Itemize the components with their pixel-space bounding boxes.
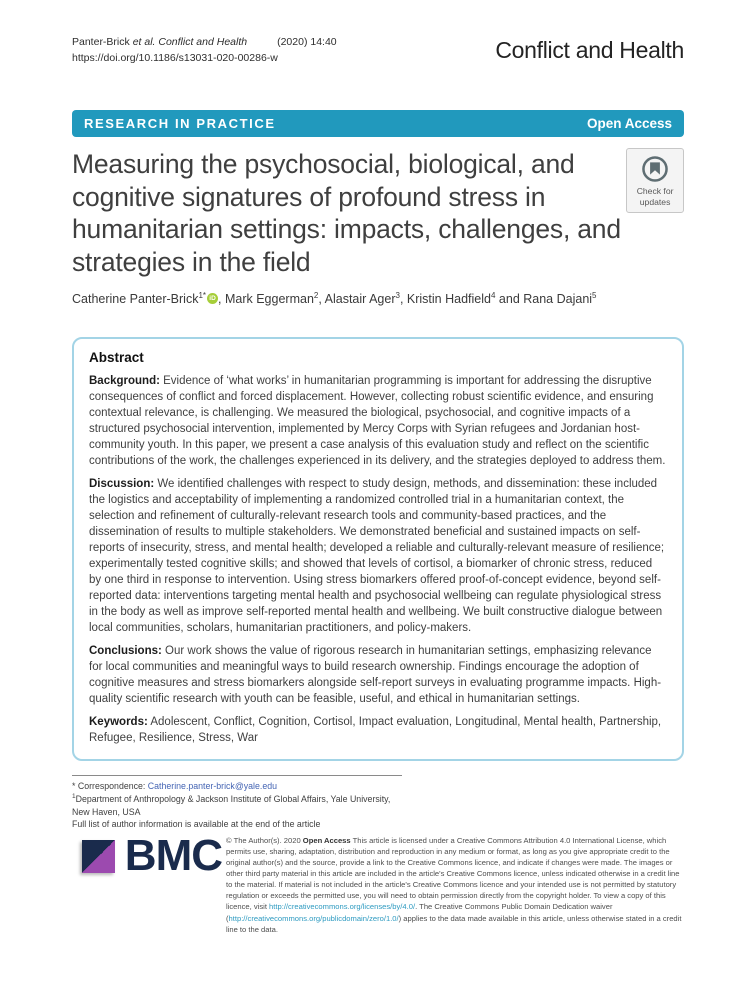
abstract-heading: Abstract [89,350,144,365]
author-name: Catherine Panter-Brick [72,292,199,306]
article-type-banner [72,110,684,137]
author-separator: and [495,292,524,306]
check-updates-badge[interactable] [626,148,684,213]
footnote-divider [72,775,402,776]
bmc-logo-text: BMC [124,831,222,880]
title-row [72,148,684,278]
author-separator: , [399,292,407,306]
background-label: Background: [89,375,160,387]
author-affiliation-marker: 2 [313,290,319,300]
affiliation-marker: 1 [72,793,76,801]
license-open-access: Open Access [302,836,351,845]
abstract-keywords-paragraph [89,715,667,747]
license-link-zero[interactable]: http://creativecommons.org/publicdomain/zero/1.0/ [228,913,399,923]
page-header [72,34,684,67]
author-info-note: Full list of author information is available at the end of the article [72,819,321,830]
crossmark-icon [641,155,669,183]
footnotes [72,775,410,831]
conclusions-text: Our work shows the value of rigorous research in humanitarian settings, emphasizing relevance for local communities and meaningful ways to build research ownership. Findings encourage the adoption of cognitive measures and stress biomarkers alongside self-report surveys in evaluating programme impacts. High-quality scientific research with youth can be feasible, useful, and ethical in humanitarian settings. [89,644,662,705]
citation-issue: (2020) 14:40 [277,36,337,48]
doi-text: https://doi.org/10.1186/s13031-020-00286-w [72,52,278,65]
page-footer [72,831,684,935]
conclusions-label: Conclusions: [89,644,162,657]
author-name: Kristin Hadfield [406,292,491,306]
keywords-label: Keywords: [89,715,148,728]
research-type-label: RESEARCH IN PRACTICE [84,116,276,131]
abstract-background-paragraph [89,374,667,470]
license-body-3: ) applies to the data made available in this article, unless otherwise stated in a credit line to the data. [226,913,682,934]
discussion-text: We identified challenges with respect to study design, methods, and dissemination: these included the logistics and acceptability of implementing a randomized controlled trial in a humanitarian context, the selection and refinement of culturally-relevant research tools and community-based practices, and the dissemination of results to multiple stakeholders. We demonstrated beneficial and sustained impacts on self-reports of insecurity, stress, and mental health; developed a reliable and culturally-relevant measure of resilience; experimentally tested cognitive skills; and showed that levels of cortisol, a biomarker of chronic stress, reduced by one third in response to intervention. Using stress biomarkers offered proof-of-concept evidence, beyond self-reported data: interventions targeting mental health and psychosocial wellbeing can regulate physiological stress in the body as well as improve self-reported mental health and wellbeing. We built constructive dialogue between local communities, scholars, humanitarian practitioners, and policy-makers. [89,477,665,634]
citation-journal: et al. Conflict and Health [132,36,248,48]
abstract-conclusions-paragraph [89,644,667,708]
author-name: Rana Dajani [523,292,593,306]
correspondence-line [72,780,410,792]
open-access-label: Open Access [586,116,672,131]
orcid-icon[interactable]: iD [207,293,218,304]
author-affiliation-marker: 3 [395,290,400,300]
author-list [72,292,684,306]
journal-name: Conflict and Health [495,36,684,63]
license-body-1: This article is licensed under a Creative Commons Attribution 4.0 International License, which permits use, sharing, adaptation, distribution and reproduction in any medium or format, as long as you give appropriate credit to the original author(s) and the source, provide a link to the Creative Commons licence, and indicate if changes were made. The images or other third party material in this article are included in the article's Creative Commons licence, unless indicated otherwise in a credit line to the material. If material is not included in the article's Creative Commons licence and your intended use is not permitted by statutory regulation or exceeds the permitted use, you will need to obtain permission directly from the copyright holder. To view a copy of this licence, visit [226,836,680,912]
abstract-discussion-paragraph [89,477,667,637]
citation-line [72,34,337,50]
citation-block [72,34,337,67]
bmc-logo-icon [82,840,115,873]
article-title: Measuring the psychosocial, biological, and cognitive signatures of profound stress in humanitarian settings: impacts, challenges, and strategies in the field [72,149,621,277]
check-updates-label: Check for updates [636,186,674,207]
affiliation-text: Department of Anthropology & Jackson Institute of Global Affairs, Yale University, New Haven, USA [72,794,391,817]
license-pre: © The Author(s). 2020 [226,836,303,845]
citation-authors: Panter-Brick [72,36,133,48]
abstract-box [72,337,684,761]
author-affiliation-marker: 5 [592,290,597,300]
affiliation-line [72,792,410,818]
discussion-label: Discussion: [89,477,155,490]
bmc-logo [72,831,222,880]
author-name: Alastair Ager [324,292,396,306]
correspondence-label: * Correspondence: [72,781,148,791]
author-affiliation-marker: 1* [198,290,207,300]
author-separator: , [218,292,225,306]
background-text: Evidence of ‘what works’ in humanitarian programming is important for addressing the disruptive consequences of conflict and forced displacement. However, collecting robust scientific evidence, and ensuring contextual relevance, is challenging. We measured the biological, psychosocial, and cognitive impacts of a structured psychosocial intervention, implemented by Mercy Corps with Syrian refugees and Jordanian host-community youth. In this paper, we present a case analysis of this evaluation study and reflect on the scientific contributions of the work, the challenges experienced in its delivery, and the strategies deployed to address them. [89,375,666,467]
author-name: Mark Eggerman [224,292,314,306]
license-text [226,835,684,935]
license-link-by[interactable]: http://creativecommons.org/licenses/by/4.0/ [269,902,416,912]
author-affiliation-marker: 4 [490,290,496,300]
author-separator: , [318,292,325,306]
keywords-text: Adolescent, Conflict, Cognition, Cortisol, Impact evaluation, Longitudinal, Mental health, Partnership, Refugee, Resilience, Stress, War [89,715,662,744]
license-body-2: . The Creative Commons Public Domain Dedication waiver ( [226,902,613,923]
correspondence-email-link[interactable]: Catherine.panter-brick@yale.edu [147,781,278,791]
